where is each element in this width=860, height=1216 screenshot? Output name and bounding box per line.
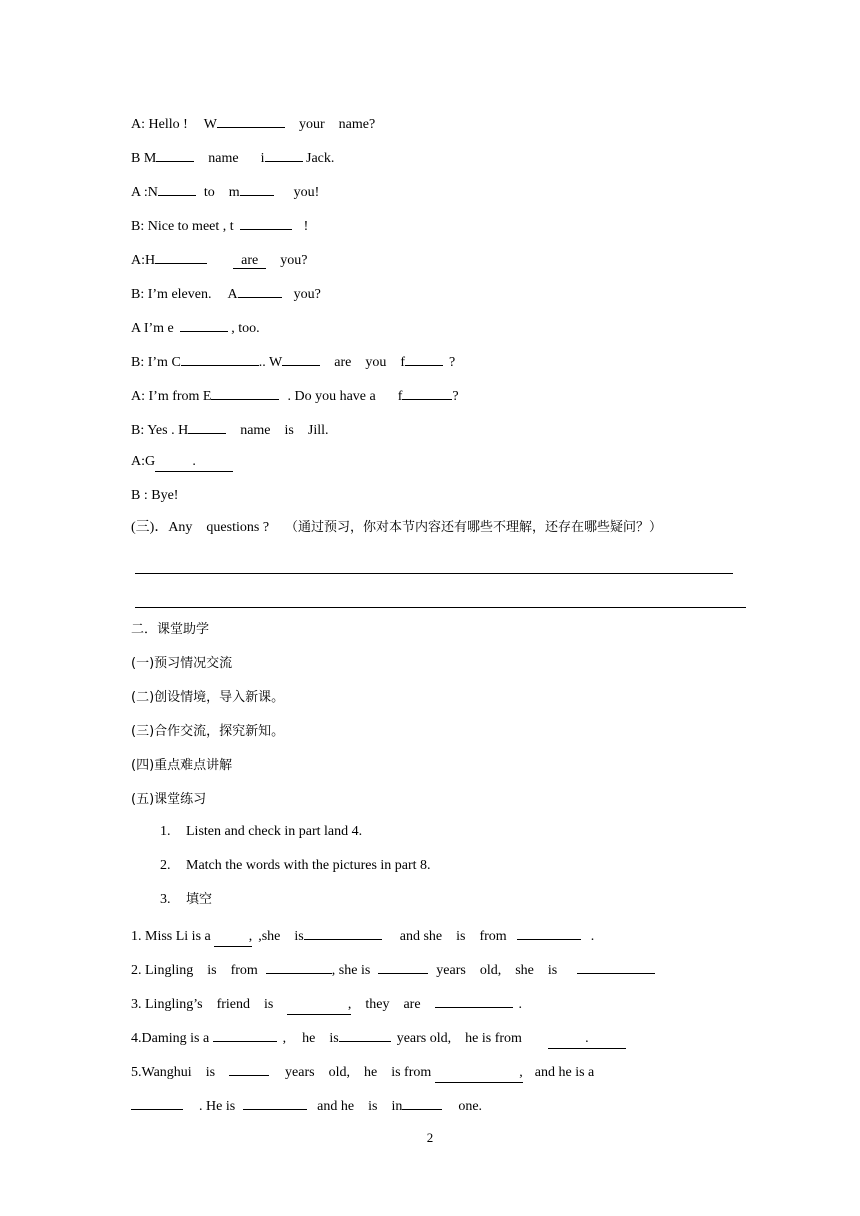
- section-item: (一)预习情况交流: [131, 656, 233, 671]
- dialogue-line-7: A I’m e , too.: [131, 317, 260, 338]
- blank[interactable]: [211, 385, 279, 400]
- section-item: (二)创设情境，导入新课。: [131, 690, 285, 705]
- fill-sentence-4: 4.Daming is a , he is years old, he is from .: [131, 1027, 626, 1049]
- page-number: 2: [426, 1130, 434, 1145]
- answer-line-1[interactable]: [135, 573, 733, 574]
- dialogue-line-10: B: Yes . H name is Jill.: [131, 419, 329, 440]
- blank[interactable]: ,: [214, 928, 252, 947]
- section-item: (五)课堂练习: [131, 792, 207, 807]
- fill-sentence-2: 2. Lingling is from , she is years old, she is: [131, 959, 655, 980]
- dialogue-line-5: A:H are you?: [131, 249, 307, 270]
- blank[interactable]: [229, 1061, 269, 1076]
- blank[interactable]: [243, 1095, 307, 1110]
- exercise-item-3: 3. 填空: [160, 892, 213, 907]
- dialogue-line-1: A: Hello ! W your name?: [131, 113, 375, 134]
- exercise-item-1: 1. Listen and check in part land 4.: [160, 824, 363, 839]
- dialogue-line-4: B: Nice to meet , t !: [131, 215, 308, 236]
- speaker: A:: [131, 117, 145, 132]
- questions-heading: (三)．Any questions ? （通过预习，你对本节内容还有哪些不理解，还存在哪些疑问？）: [131, 520, 663, 535]
- section-title: 二．课堂助学: [131, 622, 210, 637]
- dialogue-line-12: B : Bye!: [131, 488, 179, 503]
- blank[interactable]: [131, 1095, 183, 1110]
- blank[interactable]: [213, 1027, 277, 1042]
- blank[interactable]: [158, 181, 196, 196]
- blank[interactable]: [180, 317, 228, 332]
- blank[interactable]: [181, 351, 259, 366]
- dialogue-line-6: B: I’m eleven. A you?: [131, 283, 321, 304]
- blank[interactable]: [265, 147, 303, 162]
- blank[interactable]: [188, 419, 226, 434]
- fill-sentence-1: 1. Miss Li is a , ,she is and she is from .: [131, 925, 594, 947]
- blank[interactable]: [339, 1027, 391, 1042]
- blank[interactable]: [155, 249, 207, 264]
- blank[interactable]: [217, 113, 285, 128]
- blank[interactable]: ,: [287, 996, 351, 1015]
- blank[interactable]: [282, 351, 320, 366]
- blank[interactable]: [435, 993, 513, 1008]
- section-item: (三)合作交流，探究新知。: [131, 724, 285, 739]
- dialogue-line-8: B: I’m C .. W are you f ?: [131, 351, 455, 372]
- dialogue-line-11: A:G .: [131, 453, 233, 472]
- blank[interactable]: [266, 959, 332, 974]
- dialogue-line-3: A :N to m you!: [131, 181, 319, 202]
- blank[interactable]: [402, 1095, 442, 1110]
- blank[interactable]: [156, 147, 194, 162]
- blank[interactable]: .: [155, 453, 233, 472]
- blank[interactable]: [238, 283, 282, 298]
- fill-sentence-5: 5.Wanghui is years old, he is from , and he is a: [131, 1061, 594, 1083]
- blank[interactable]: [402, 385, 452, 400]
- blank[interactable]: [577, 959, 655, 974]
- blank[interactable]: [240, 181, 274, 196]
- blank[interactable]: [378, 959, 428, 974]
- dialogue-line-9: A: I’m from E . Do you have a f ?: [131, 385, 459, 406]
- fill-sentence-6: . He is and he is in one.: [131, 1095, 482, 1116]
- blank[interactable]: ,: [435, 1064, 523, 1083]
- dialogue-line-2: B M name i Jack.: [131, 147, 334, 168]
- blank[interactable]: [240, 215, 292, 230]
- section-item: (四)重点难点讲解: [131, 758, 233, 773]
- blank[interactable]: [517, 925, 581, 940]
- answer-line-2[interactable]: [135, 607, 746, 608]
- blank[interactable]: .: [548, 1030, 626, 1049]
- exercise-item-2: 2. Match the words with the pictures in part 8.: [160, 858, 431, 873]
- fill-sentence-3: 3. Lingling’s friend is , they are .: [131, 993, 522, 1015]
- blank[interactable]: [304, 925, 382, 940]
- blank[interactable]: [405, 351, 443, 366]
